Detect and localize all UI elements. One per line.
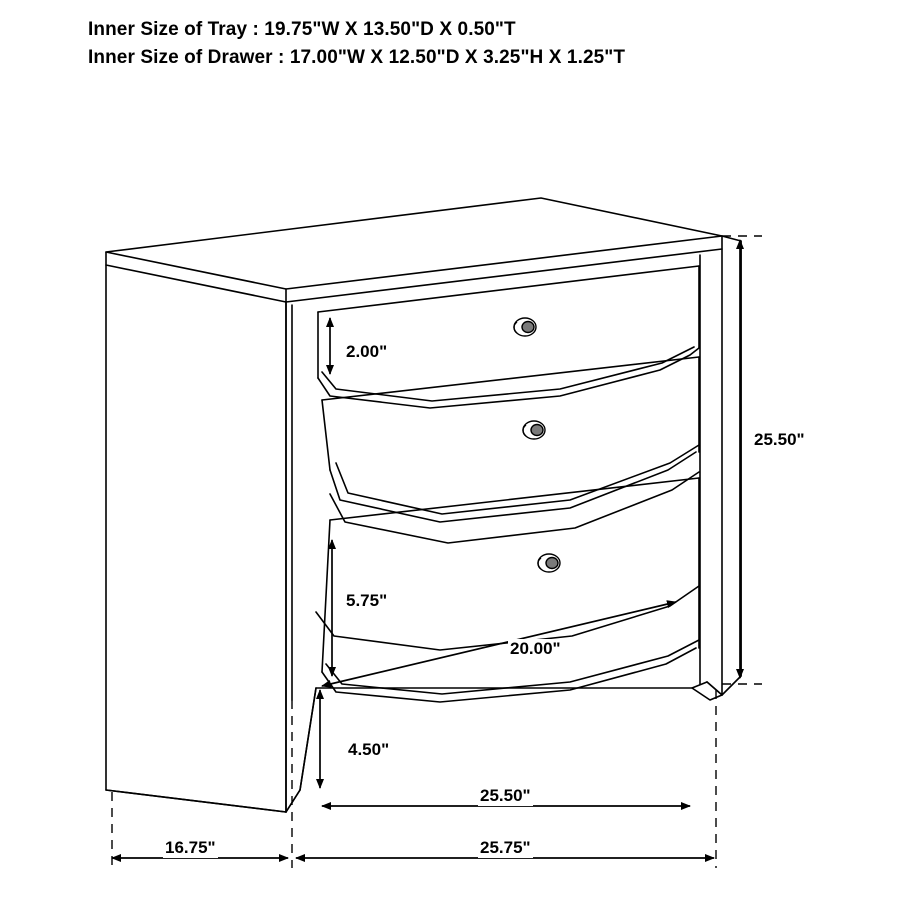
knob-drawer1 <box>514 318 536 336</box>
spec-drawer-text: Inner Size of Drawer : 17.00"W X 12.50"D X 3.25"H X 1.25"T <box>88 47 626 68</box>
dim-label-diagonal: 20.00" <box>510 639 561 658</box>
dim-label-top-drawer: 2.00" <box>346 342 388 361</box>
knob-drawer3 <box>538 554 560 572</box>
extension-lines <box>112 236 762 868</box>
cabinet-left-bottom <box>106 790 286 812</box>
drawer2-left-edge <box>322 400 330 470</box>
front-right-leg <box>692 682 722 700</box>
dim-label-front-width: 25.50" <box>480 786 531 805</box>
dim-label-overall-height: 25.50" <box>754 430 805 449</box>
dim-label-overall-width: 25.75" <box>480 838 531 857</box>
cabinet-right-side <box>722 236 741 695</box>
dim-line-diagonal <box>322 602 676 686</box>
drawer2-divider-curve <box>330 472 699 543</box>
knob-drawer2 <box>523 421 545 439</box>
cabinet-top-edge-front <box>286 236 722 302</box>
front-left-leg-foot <box>286 790 300 812</box>
cabinet-left-side <box>106 265 286 812</box>
drawer3-left-edge <box>322 520 330 672</box>
drawer1-top-edge <box>318 266 699 312</box>
dim-label-leg: 4.50" <box>348 740 390 759</box>
front-left-leg <box>300 688 316 790</box>
dim-label-depth: 16.75" <box>165 838 216 857</box>
drawer2-bottom-curve <box>330 452 696 522</box>
spec-tray-text: Inner Size of Tray : 19.75"W X 13.50"D X 0.50"T <box>88 19 516 40</box>
dim-label-bottom-drawer: 5.75" <box>346 591 388 610</box>
cabinet-top <box>106 198 722 289</box>
dimension-lines <box>112 240 740 858</box>
cabinet-top-edge-left <box>106 252 286 302</box>
